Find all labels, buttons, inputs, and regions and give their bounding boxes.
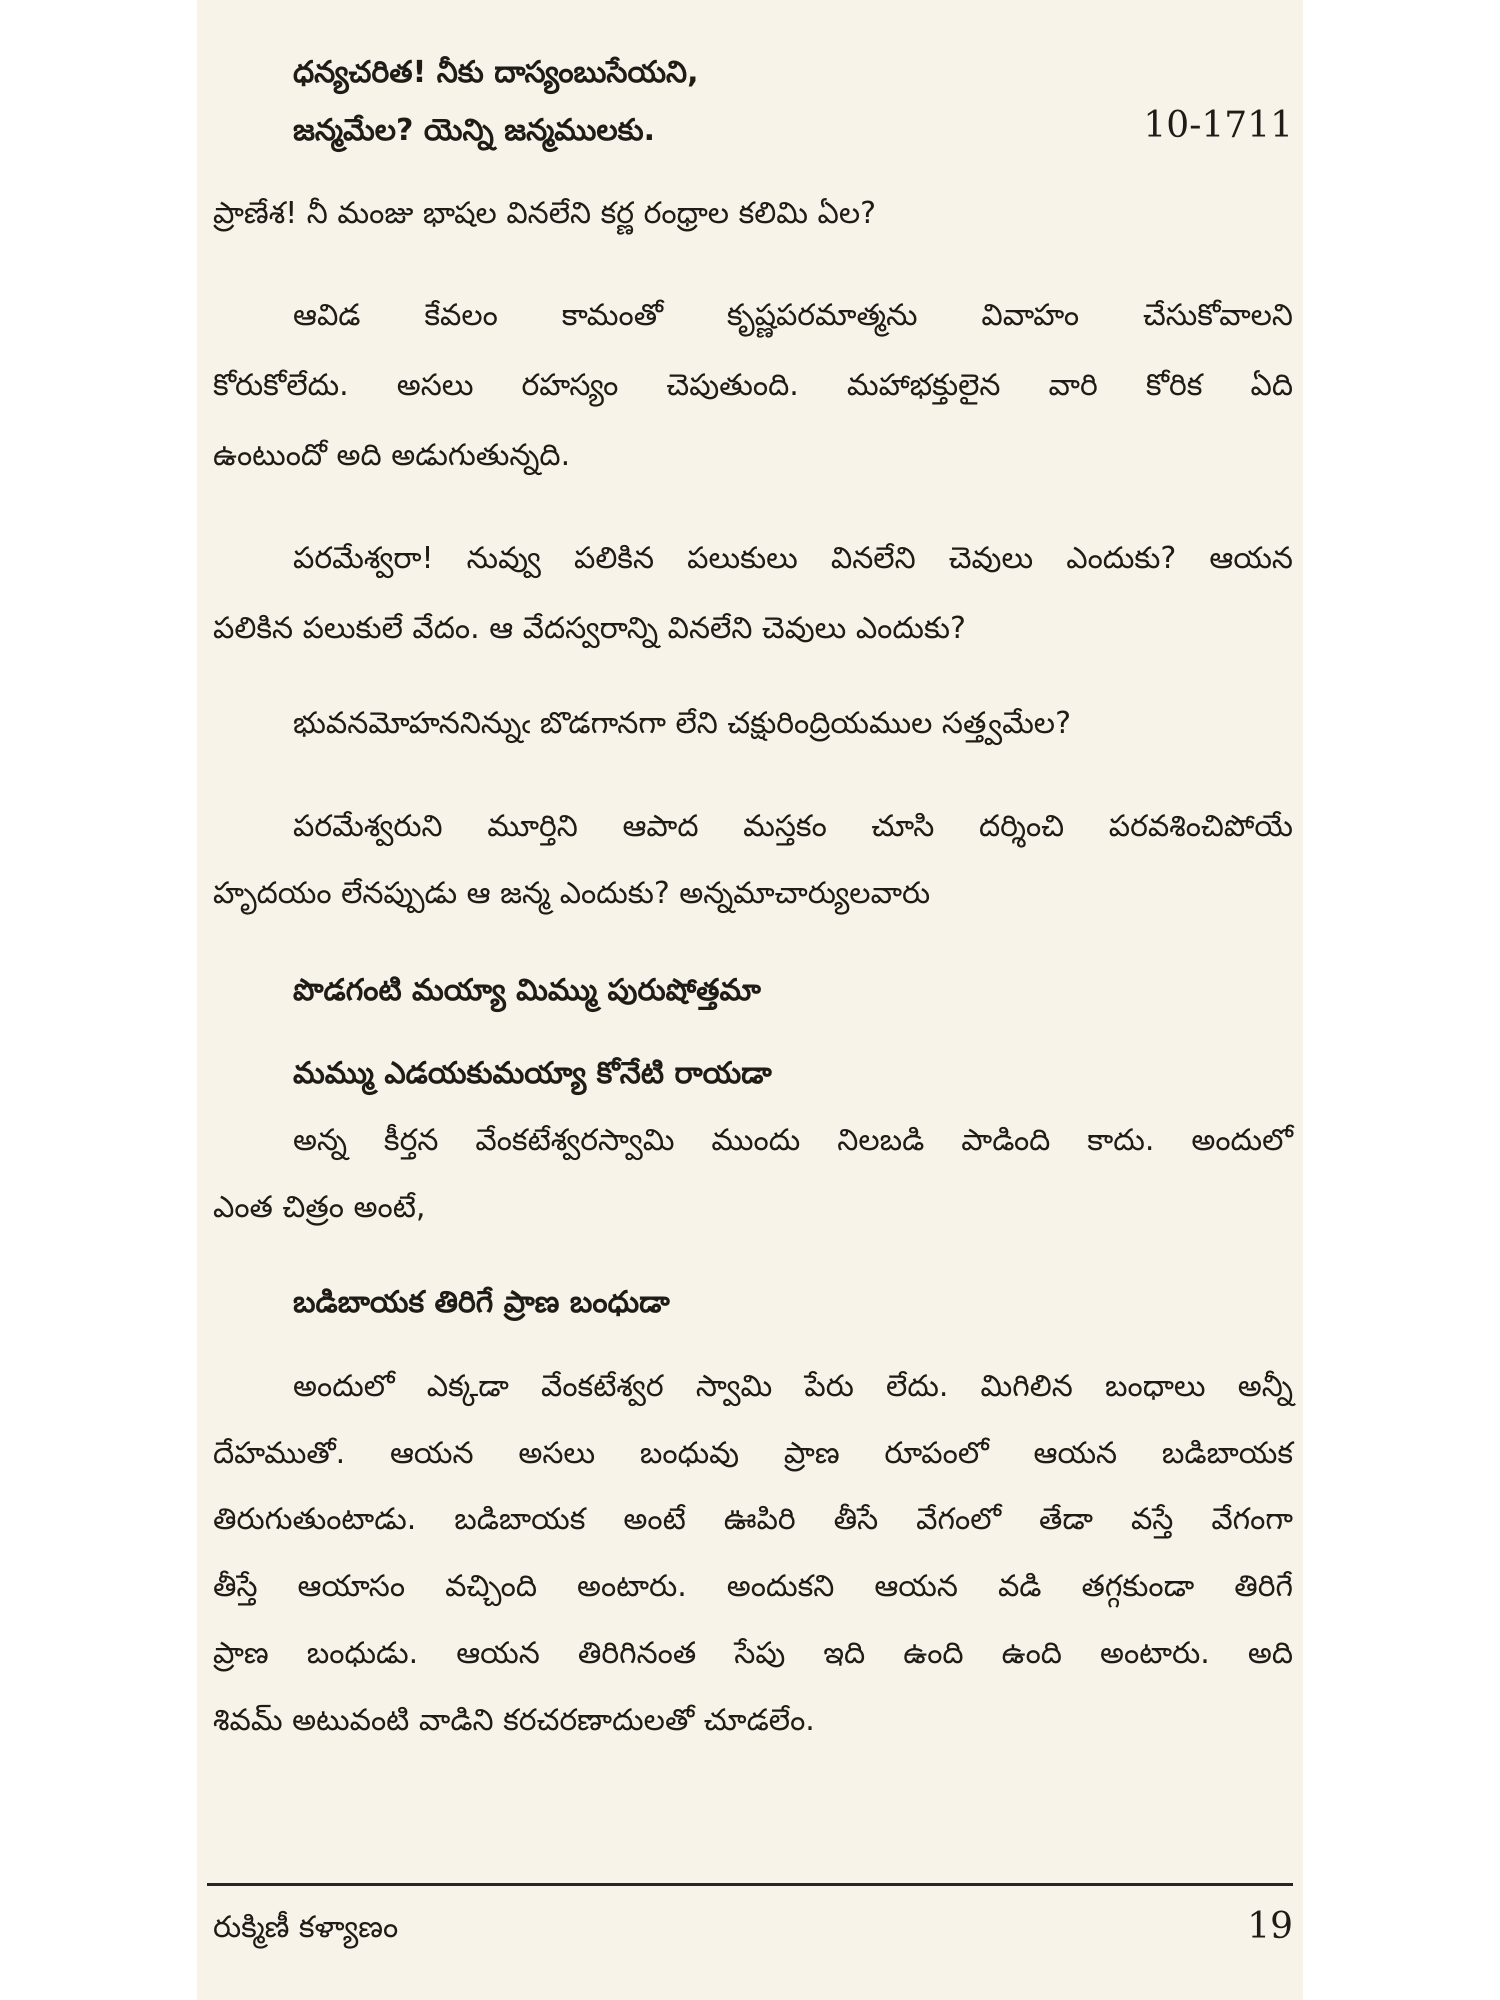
paragraph-5-line-1: పరమేశ్వరుని మూర్తిని ఆపాద మస్తకం చూసి దర్శించి పరవశించిపోయే [293,809,1293,844]
verse-reference: 10-1711 [1143,105,1293,146]
book-page [197,0,1303,2000]
verse-line-2: జన్మమేల? యెన్ని జన్మములకు. [293,113,656,148]
verse-line-1: ధన్యచరిత! నీకు దాస్యంబుసేయని, [293,55,699,90]
page-number: 19 [1247,1906,1293,1947]
paragraph-6-line-2: ఎంత చిత్రం అంటే, [213,1190,426,1225]
paragraph-2-line-3: ఉంటుందో అది అడుగుతున్నది. [213,438,571,473]
paragraph-1: ప్రాణేశ! నీ మంజు భాషల వినలేని కర్ణ రంధ్రాల కలిమి ఏల? [213,196,877,231]
paragraph-7-line-5: ప్రాణ బంధుడు. ఆయన తిరిగినంత సేపు ఇది ఉంది ఉంది అంటారు. అది [213,1636,1293,1671]
paragraph-2-line-2: కోరుకోలేదు. అసలు రహస్యం చెపుతుంది. మహాభక్తులైన వారి కోరిక ఏది [213,368,1293,403]
paragraph-3-line-1: పరమేశ్వరా! నువ్వు పలికిన పలుకులు వినలేని చెవులు ఎందుకు? ఆయన [293,541,1293,576]
paragraph-2-line-1: ఆవిడ కేవలం కామంతో కృష్ణపరమాత్మను వివాహం చేసుకోవాలని [293,298,1293,333]
paragraph-5-line-2: హృదయం లేనప్పుడు ఆ జన్మ ఎందుకు? అన్నమాచార్యులవారు [213,876,931,911]
paragraph-7-line-6: శివమ్ అటువంటి వాడిని కరచరణాదులతో చూడలేం. [213,1703,815,1738]
kirtana-2: బడిబాయక తిరిగే ప్రాణ బంధుడా [293,1285,670,1320]
footer-divider [207,1883,1293,1886]
paragraph-6-line-1: అన్న కీర్తన వేంకటేశ్వరస్వామి ముందు నిలబడి పాడింది కాదు. అందులో [293,1123,1293,1158]
paragraph-3-line-2: పలికిన పలుకులే వేదం. ఆ వేదస్వరాన్ని వినలేని చెవులు ఎందుకు? [213,611,966,646]
kirtana-line-1: పొడగంటి మయ్యా మిమ్ము పురుషోత్తమా [293,973,761,1008]
paragraph-7-line-4: తీస్తే ఆయాసం వచ్చింది అంటారు. అందుకని ఆయన వడి తగ్గకుండా తిరిగే [213,1569,1293,1604]
running-title: రుక్మిణీ కళ్యాణం [213,1910,399,1945]
paragraph-7-line-3: తిరుగుతుంటాడు. బడిబాయక అంటే ఊపిరి తీసే వేగంలో తేడా వస్తే వేగంగా [213,1502,1293,1537]
kirtana-line-2: మమ్ము ఎడయకుమయ్యా కోనేటి రాయడా [293,1056,772,1091]
paragraph-7-line-1: అందులో ఎక్కడా వేంకటేశ్వర స్వామి పేరు లేదు. మిగిలిన బంధాలు అన్నీ [293,1369,1293,1404]
paragraph-4: భువనమోహననిన్నుఁ బొడగానగా లేని చక్షురింద్రియముల సత్త్వమేల? [293,706,1071,741]
paragraph-7-line-2: దేహముతో. ఆయన అసలు బంధువు ప్రాణ రూపంలో ఆయన బడిబాయక [213,1436,1293,1471]
